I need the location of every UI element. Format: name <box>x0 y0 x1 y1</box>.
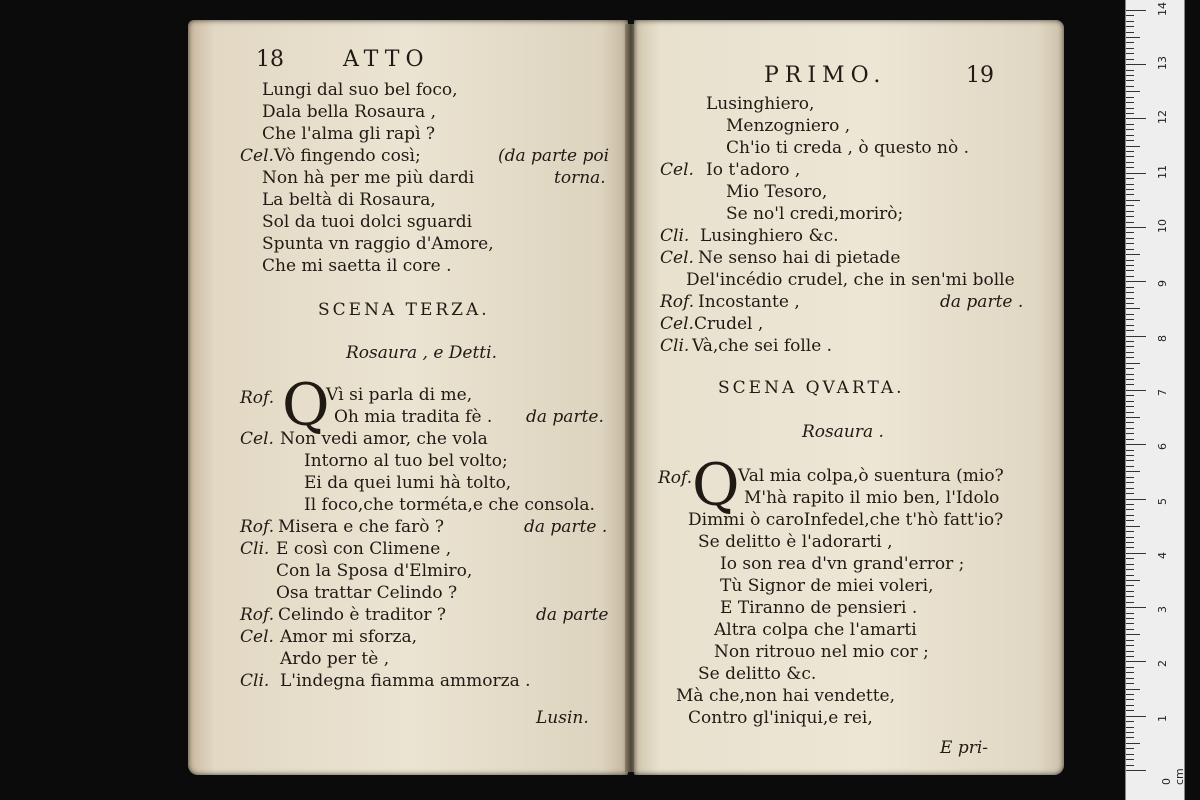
scene-characters: Rosaura , e Detti. <box>346 343 497 363</box>
running-head: ATTO <box>343 47 430 72</box>
speaker-label: Cel. <box>240 627 274 647</box>
ruler-tick <box>1126 667 1134 668</box>
stage-direction: da parte. <box>526 407 604 427</box>
ruler-number: 8 <box>1156 334 1169 342</box>
ruler-tick <box>1126 537 1134 538</box>
ruler-tick <box>1126 547 1134 548</box>
ruler-tick <box>1126 64 1146 65</box>
ruler-tick <box>1126 699 1134 700</box>
stage-direction: da parte . <box>524 517 608 537</box>
ruler-tick <box>1126 292 1134 293</box>
text-line: Io son rea d'vn grand'error ; <box>720 554 965 574</box>
text-line: Dala bella Rosaura , <box>262 102 437 122</box>
text-line: Lusinghiero, <box>706 94 815 114</box>
ruler-tick <box>1126 124 1134 125</box>
ruler-tick <box>1126 319 1134 320</box>
text-line: Se delitto &c. <box>698 664 817 684</box>
ruler-tick <box>1126 75 1134 76</box>
ruler-tick <box>1126 651 1134 652</box>
text-line: La beltà di Rosaura, <box>262 190 436 210</box>
ruler-tick <box>1126 716 1146 717</box>
stage-direction: (da parte poi <box>498 146 610 166</box>
ruler-tick <box>1126 265 1134 266</box>
ruler-tick <box>1126 613 1134 614</box>
text-line: Ne senso hai di pietade <box>698 248 901 268</box>
ruler-tick <box>1126 460 1134 461</box>
ruler-tick <box>1126 553 1146 554</box>
ruler-tick <box>1126 37 1140 38</box>
speaker-label: Rof. <box>240 517 275 537</box>
ruler-tick <box>1126 477 1134 478</box>
ruler-number: 6 <box>1156 443 1169 451</box>
ruler-tick <box>1126 91 1140 92</box>
ruler-tick <box>1126 412 1134 413</box>
text-line: Non vedi amor, che vola <box>280 429 488 449</box>
ruler-tick <box>1126 200 1140 201</box>
ruler-tick <box>1126 455 1134 456</box>
ruler-tick <box>1126 721 1134 722</box>
ruler-tick <box>1126 178 1134 179</box>
ruler-tick <box>1126 509 1134 510</box>
text-line: Dimmi ò caroInfedel,che t'hò fatt'io? <box>688 510 1004 530</box>
text-line: Tù Signor de miei voleri, <box>720 576 934 596</box>
scene-characters: Rosaura . <box>802 422 884 442</box>
ruler-tick <box>1126 433 1134 434</box>
speaker-label: Cel. <box>660 160 694 180</box>
ruler-tick <box>1126 422 1134 423</box>
text-line: Il foco,che torméta,e che consola. <box>304 495 595 515</box>
text-line: E così con Climene , <box>276 539 452 559</box>
ruler-tick <box>1126 417 1140 418</box>
ruler-number: 7 <box>1156 388 1169 396</box>
text-line: Del'incédio crudel, che in sen'mi bolle <box>686 270 1015 290</box>
ruler-tick <box>1126 575 1134 576</box>
text-line: Lungi dal suo bel foco, <box>262 80 458 100</box>
ruler-tick <box>1126 129 1134 130</box>
text-line: Vì si parla di me, <box>326 385 473 405</box>
ruler-tick <box>1126 569 1134 570</box>
ruler-tick <box>1126 596 1134 597</box>
ruler-tick <box>1126 238 1134 239</box>
ruler-number: 10 <box>1156 219 1169 233</box>
ruler-tick <box>1126 602 1134 603</box>
text-line: Lusinghiero &c. <box>700 226 839 246</box>
ruler-tick <box>1126 585 1134 586</box>
text-line: Spunta vn raggio d'Amore, <box>262 234 494 254</box>
ruler-number: 3 <box>1156 606 1169 614</box>
ruler-tick <box>1126 661 1146 662</box>
drop-cap: Q <box>692 451 740 519</box>
ruler-tick <box>1126 732 1134 733</box>
ruler-tick <box>1126 216 1134 217</box>
ruler-tick <box>1126 694 1134 695</box>
ruler-tick <box>1126 232 1134 233</box>
scene-title: SCENA QVARTA. <box>718 378 905 398</box>
ruler-tick <box>1126 140 1134 141</box>
ruler-tick <box>1126 86 1134 87</box>
ruler-tick <box>1126 26 1134 27</box>
ruler-tick <box>1126 330 1134 331</box>
ruler-tick <box>1126 683 1134 684</box>
ruler-tick <box>1126 260 1134 261</box>
ruler-tick <box>1126 118 1146 119</box>
ruler-tick <box>1126 526 1140 527</box>
ruler-tick <box>1126 281 1146 282</box>
text-line: Con la Sposa d'Elmiro, <box>276 561 473 581</box>
speaker-label: Cli. <box>240 671 270 691</box>
ruler-tick <box>1126 189 1134 190</box>
ruler-tick <box>1126 689 1140 690</box>
ruler-tick <box>1126 379 1134 380</box>
speaker-label: Cel. <box>240 146 274 166</box>
ruler-tick <box>1126 634 1140 635</box>
ruler-tick <box>1126 395 1134 396</box>
ruler-tick <box>1126 352 1134 353</box>
ruler-tick <box>1126 249 1134 250</box>
text-line: Ei da quei lumi hà tolto, <box>304 473 512 493</box>
ruler-tick <box>1126 53 1134 54</box>
open-book <box>188 20 1068 775</box>
ruler-tick <box>1126 146 1140 147</box>
speaker-label: Rof. <box>240 605 275 625</box>
ruler-tick <box>1126 222 1134 223</box>
ruler-tick <box>1126 754 1134 755</box>
ruler-tick <box>1126 341 1134 342</box>
ruler-tick <box>1126 444 1146 445</box>
ruler-tick <box>1126 308 1140 309</box>
speaker-label: Cel. <box>240 429 274 449</box>
ruler-tick <box>1126 173 1146 174</box>
text-line: Sol da tuoi dolci sguardi <box>262 212 473 232</box>
ruler-tick <box>1126 287 1134 288</box>
ruler-tick <box>1126 80 1134 81</box>
ruler-tick <box>1126 737 1134 738</box>
ruler-tick <box>1126 727 1134 728</box>
ruler-tick <box>1126 368 1134 369</box>
ruler-tick <box>1126 108 1134 109</box>
ruler-tick <box>1126 748 1134 749</box>
right-page <box>634 20 1064 775</box>
text-line: Contro gl'iniqui,e rei, <box>688 708 873 728</box>
ruler-tick <box>1126 591 1134 592</box>
text-line: Crudel , <box>694 314 764 334</box>
ruler-tick <box>1126 743 1140 744</box>
ruler-tick <box>1126 363 1140 364</box>
ruler-tick <box>1126 450 1134 451</box>
ruler-tick <box>1126 488 1134 489</box>
ruler-tick <box>1126 384 1134 385</box>
text-line: Intorno al tuo bel volto; <box>304 451 508 471</box>
ruler-tick <box>1126 710 1134 711</box>
ruler-tick <box>1126 32 1134 33</box>
speaker-label: Cel. <box>660 314 694 334</box>
ruler-tick <box>1126 59 1134 60</box>
ruler-tick <box>1126 542 1134 543</box>
text-line: Menzogniero , <box>726 116 851 136</box>
text-line: L'indegna fiamma ammorza . <box>280 671 531 691</box>
stage-direction: da parte . <box>940 292 1024 312</box>
text-line: Vò fingendo così; <box>274 146 421 166</box>
ruler-tick <box>1126 607 1146 608</box>
ruler-tick <box>1126 156 1134 157</box>
ruler-tick <box>1126 298 1134 299</box>
ruler-tick <box>1126 325 1134 326</box>
ruler-tick <box>1126 97 1134 98</box>
speaker-label: Rof. <box>658 468 693 488</box>
ruler-number: 4 <box>1156 551 1169 559</box>
speaker-label: Cel. <box>660 248 694 268</box>
ruler-tick <box>1126 618 1134 619</box>
ruler-tick <box>1126 42 1134 43</box>
ruler-tick <box>1126 357 1134 358</box>
ruler-tick <box>1126 211 1134 212</box>
ruler-number: 2 <box>1156 660 1169 668</box>
speaker-label: Cli. <box>660 226 690 246</box>
text-line: Oh mia tradita fè . <box>334 407 493 427</box>
ruler-tick <box>1126 482 1134 483</box>
text-line: Misera e che farò ? <box>278 517 444 537</box>
ruler-tick <box>1126 205 1134 206</box>
ruler-unit: 0 cm <box>1160 768 1186 785</box>
ruler-tick <box>1126 254 1140 255</box>
ruler-tick <box>1126 401 1134 402</box>
ruler-tick <box>1126 520 1134 521</box>
text-line: Mio Tesoro, <box>726 182 828 202</box>
text-line: Amor mi sforza, <box>280 627 417 647</box>
ruler-tick <box>1126 471 1140 472</box>
catchword: E pri- <box>940 738 989 758</box>
text-line: Incostante , <box>698 292 800 312</box>
ruler-tick <box>1126 504 1134 505</box>
ruler-tick <box>1126 678 1134 679</box>
text-line: Che l'alma gli rapì ? <box>262 124 436 144</box>
text-line: Non hà per me più dardi <box>262 168 475 188</box>
ruler-tick <box>1126 346 1134 347</box>
text-line: Ardo per tè , <box>280 649 390 669</box>
drop-cap: Q <box>282 371 330 439</box>
ruler-tick <box>1126 151 1134 152</box>
ruler-tick <box>1126 162 1134 163</box>
text-line: Mà che,non hai vendette, <box>676 686 896 706</box>
ruler-tick <box>1126 770 1146 771</box>
ruler-tick <box>1126 113 1134 114</box>
ruler-tick <box>1126 135 1134 136</box>
text-line: M'hà rapito il mio ben, l'Idolo <box>744 488 1000 508</box>
text-line: Altra colpa che l'amarti <box>714 620 917 640</box>
speaker-label: Cli. <box>240 539 270 559</box>
text-line: Che mi saetta il core . <box>262 256 452 276</box>
text-line: Val mia colpa,ò suentura (mio? <box>738 466 1004 486</box>
ruler-tick <box>1126 564 1134 565</box>
speaker-label: Cli. <box>660 336 690 356</box>
ruler-tick <box>1126 499 1146 500</box>
ruler-tick <box>1126 705 1134 706</box>
text-line: Se delitto è l'adorarti , <box>698 532 893 552</box>
ruler-tick <box>1126 672 1134 673</box>
ruler-tick <box>1126 759 1134 760</box>
ruler-tick <box>1126 303 1134 304</box>
ruler-tick <box>1126 102 1134 103</box>
page-number: 19 <box>966 63 994 88</box>
ruler-tick <box>1126 243 1134 244</box>
ruler-number: 12 <box>1156 110 1169 125</box>
ruler-number: 1 <box>1156 714 1169 722</box>
page-number: 18 <box>256 47 284 72</box>
ruler-tick <box>1126 10 1146 11</box>
text-line: Non ritrouo nel mio cor ; <box>714 642 929 662</box>
ruler-tick <box>1126 439 1134 440</box>
ruler-tick <box>1126 406 1134 407</box>
ruler-tick <box>1126 167 1134 168</box>
stage-direction: torna. <box>554 168 606 188</box>
ruler-tick <box>1126 629 1134 630</box>
ruler-tick <box>1126 48 1134 49</box>
ruler-tick <box>1126 558 1134 559</box>
ruler-tick <box>1126 194 1134 195</box>
text-line: Io t'adoro , <box>706 160 801 180</box>
ruler-tick <box>1126 493 1134 494</box>
ruler-tick <box>1126 580 1140 581</box>
ruler-number: 13 <box>1156 56 1169 71</box>
speaker-label: Rof. <box>240 388 275 408</box>
ruler-tick <box>1126 645 1134 646</box>
ruler-tick <box>1126 765 1134 766</box>
text-line: Ch'io ti creda , ò questo nò . <box>726 138 970 158</box>
ruler-tick <box>1126 314 1134 315</box>
text-line: Osa trattar Celindo ? <box>276 583 458 603</box>
ruler-tick <box>1126 374 1134 375</box>
ruler-number: 14 <box>1156 1 1169 16</box>
text-line: Celindo è traditor ? <box>278 605 446 625</box>
ruler-tick <box>1126 515 1134 516</box>
running-head: PRIMO. <box>764 63 887 88</box>
left-page <box>188 20 628 775</box>
ruler-tick <box>1126 428 1134 429</box>
ruler-number: 9 <box>1156 280 1169 288</box>
ruler-tick <box>1126 276 1134 277</box>
speaker-label: Rof. <box>660 292 695 312</box>
ruler-number: 11 <box>1156 164 1169 179</box>
ruler-tick <box>1126 640 1134 641</box>
ruler-tick <box>1126 623 1134 624</box>
text-line: E Tiranno de pensieri . <box>720 598 918 618</box>
text-line: Se no'l credi,morirò; <box>726 204 904 224</box>
ruler-tick <box>1126 70 1134 71</box>
ruler-tick <box>1126 15 1134 16</box>
ruler-tick <box>1126 21 1134 22</box>
ruler-tick <box>1126 227 1146 228</box>
ruler-tick <box>1126 466 1134 467</box>
ruler-tick <box>1126 184 1134 185</box>
scene-title: SCENA TERZA. <box>318 300 490 320</box>
catchword: Lusin. <box>536 708 589 728</box>
ruler-tick <box>1126 656 1134 657</box>
ruler-tick <box>1126 390 1146 391</box>
ruler-tick <box>1126 336 1146 337</box>
text-line: Và,che sei folle . <box>692 336 833 356</box>
ruler-number: 5 <box>1156 497 1169 505</box>
stage-direction: da parte <box>536 605 609 625</box>
ruler-tick <box>1126 270 1134 271</box>
measuring-ruler <box>1125 0 1185 800</box>
ruler-tick <box>1126 531 1134 532</box>
